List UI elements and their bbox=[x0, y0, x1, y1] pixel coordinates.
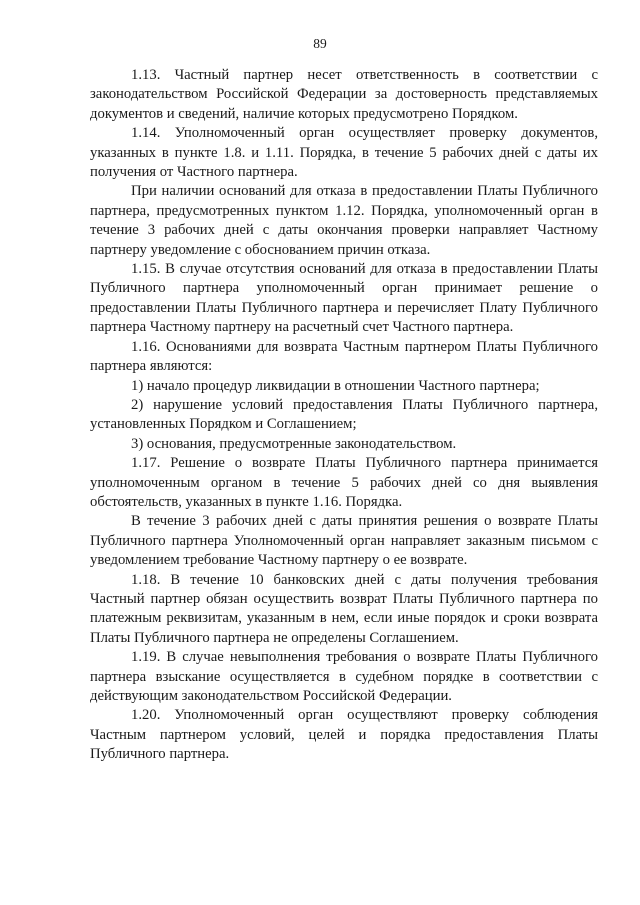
list-item-3: 3) основания, предусмотренные законодательством. bbox=[131, 435, 457, 452]
paragraph-1-16: 1.16. Основаниями для возврата Частным партнером Платы Публичного партнера являются: bbox=[90, 338, 598, 375]
paragraph-refusal-notice: При наличии оснований для отказа в предоставлении Платы Публичного партнера, предусмотренных пунктом 1.12. Порядка, уполномоченный орган в течение 3 рабочих дней с даты окончания проверки направляет Частному партнеру уведомление с обоснованием причин отказа. bbox=[90, 183, 598, 258]
paragraph-1-18: 1.18. В течение 10 банковских дней с даты получения требования Частный партнер обязан осуществить возврат Платы Публичного партнера по платежным реквизитам, указанным в нем, если иные порядок и сроки возврата Платы Публичного партнера не определены Соглашением. bbox=[90, 571, 598, 646]
paragraph-1-17: 1.17. Решение о возврате Платы Публичного партнера принимается уполномоченным органом в течение 5 рабочих дней со дня выявления обстоятельств, указанных в пункте 1.16. Порядка. bbox=[90, 455, 598, 510]
list-item-1: 1) начало процедур ликвидации в отношении Частного партнера; bbox=[131, 377, 540, 394]
paragraph-1-15: 1.15. В случае отсутствия оснований для отказа в предоставлении Платы Публичного партнера уполномоченный орган принимает решение о предоставлении Платы Публичного партнера и перечисляет Плату Публичного партнера Частному партнеру на расчетный счет Частного партнера. bbox=[90, 261, 598, 336]
page-number: 89 bbox=[313, 36, 327, 51]
list-item-2: 2) нарушение условий предоставления Платы Публичного партнера, установленных Порядком и Соглашением; bbox=[90, 396, 598, 433]
document-body bbox=[90, 66, 598, 765]
paragraph-1-20: 1.20. Уполномоченный орган осуществляют проверку соблюдения Частным партнером условий, целей и порядка предоставления Платы Публичного партнера. bbox=[90, 707, 598, 763]
paragraph-1-19: 1.19. В случае невыполнения требования о возврате Платы Публичного партнера взыскание осуществляется в судебном порядке в соответствии с действующим законодательством Российской Федерации. bbox=[90, 649, 598, 704]
paragraph-1-13: 1.13. Частный партнер несет ответственность в соответствии с законодательством Российской Федерации за достоверность представляемых документов и сведений, наличие которых предусмотрено Порядком. bbox=[90, 67, 598, 122]
paragraph-1-14: 1.14. Уполномоченный орган осуществляет проверку документов, указанных в пункте 1.8. и 1.11. Порядка, в течение 5 рабочих дней с даты их получения от Частного партнера. bbox=[90, 125, 598, 181]
paragraph-return-demand: В течение 3 рабочих дней с даты принятия решения о возврате Платы Публичного партнера Уполномоченный орган направляет заказным письмом с уведомлением требование Частному партнеру о ее возврате. bbox=[90, 513, 598, 569]
